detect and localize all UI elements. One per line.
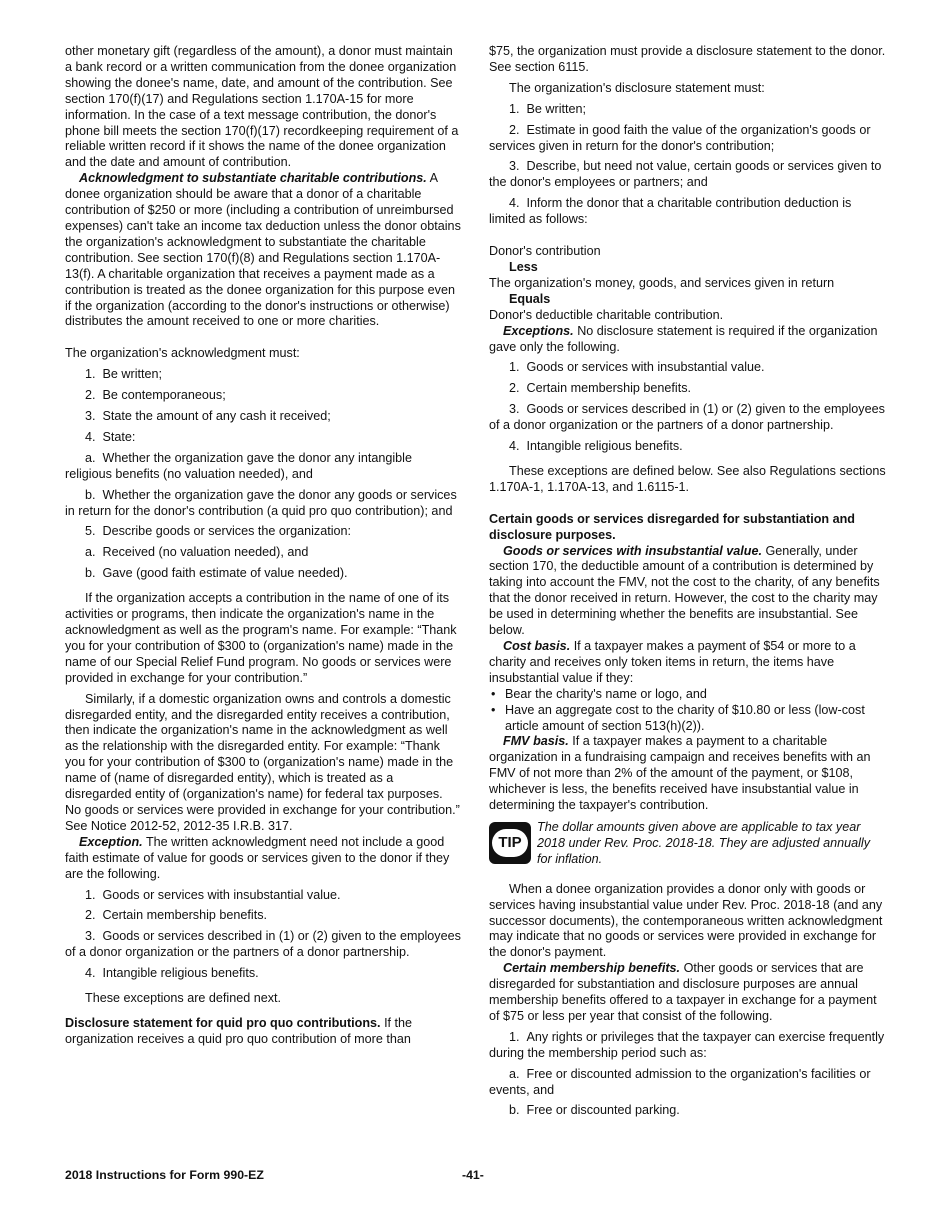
- list-item: 3. Goods or services described in (1) or (2) given to the employees of a donor organization or the partners of a donor partnership.: [489, 402, 885, 433]
- list-item: 2. Certain membership benefits.: [85, 908, 267, 923]
- exceptions-body: No disclosure statement is required if the organization gave only the following.: [489, 323, 878, 354]
- acknowledgment-heading: Acknowledgment to substantiate charitable contributions.: [79, 171, 427, 186]
- membership-heading: Certain membership benefits.: [503, 961, 681, 976]
- disclosure-body: If the organization receives a quid pro quo contribution of more than: [65, 1015, 413, 1046]
- cost-basis-bullets: [489, 687, 887, 735]
- list-item: 3. Describe, but need not value, certain goods or services given to the donor's employees or partners; and: [489, 159, 882, 190]
- paragraph-membership: [489, 961, 887, 1025]
- list-item: a. Received (no valuation needed), and: [85, 545, 309, 560]
- calc-equals: Equals: [509, 291, 551, 306]
- list-item: b. Gave (good faith estimate of value needed).: [85, 566, 348, 581]
- section-heading: Certain goods or services disregarded for substantiation and disclosure purposes.: [489, 511, 855, 542]
- exceptions-defined-note: These exceptions are defined next.: [85, 991, 282, 1006]
- cost-basis-body: If a taxpayer makes a payment of $54 or more to a charity and receives only token items in return, the items have insubstantial value if they:: [489, 639, 856, 685]
- list-item: 3. State the amount of any cash it received;: [85, 409, 331, 424]
- list-item: 4. Intangible religious benefits.: [85, 966, 259, 981]
- exceptions-defined-note: These exceptions are defined below. See also Regulations sections 1.170A-1, 1.170A-13, and 1.6115-1.: [489, 463, 886, 494]
- list-item: • Have an aggregate cost to the charity of $10.80 or less (low-cost article amount of section 513(h)(2)).: [489, 703, 887, 735]
- paragraph-program-name: If the organization accepts a contribution in the name of one of its activities or programs, then indicate the organization's name in the acknowledgment as well as the program's name. For example: “Thank you for your contribution of $300 to (organization's name) made in the name of our Special Relief Fund program. No goods or services were provided in exchange for your contribution.”: [65, 591, 457, 685]
- fmv-basis-heading: FMV basis.: [503, 734, 569, 749]
- tip-box: [489, 820, 887, 868]
- list-item: 4. Inform the donor that a charitable contribution deduction is limited as follows:: [489, 196, 852, 227]
- list-item: 1. Be written;: [85, 367, 162, 382]
- left-column: [65, 44, 462, 1048]
- exceptions-heading: Exceptions.: [503, 323, 574, 338]
- paragraph-disregarded-entity: Similarly, if a domestic organization owns and controls a domestic disregarded entity, and the disregarded entity receives a contribution, then indicate the organization's name in the acknowledgment as well as the relationship with the disregarded entity. For example: “Thank you for your contribution of $300 to (organization's name) made in the name of (name of disregarded entity), which is treated as a disregarded entity of (organization's name) for federal tax purposes. No goods or services were provided in exchange for your contribution.” See Notice 2012-52, 2012-35 I.R.B. 317.: [65, 691, 460, 833]
- insubstantial-body: Generally, under section 170, the deductible amount of a contribution is determined by taking into account the FMV, not the cost to the charity, of any benefits that the donor received in return. However, the cost to the charity may be used in determining whether the benefits are insubstantial. See below.: [489, 543, 880, 638]
- paragraph-insubstantial: [489, 544, 887, 639]
- paragraph-disclosure: [65, 1016, 462, 1048]
- list-item: 1. Goods or services with insubstantial value.: [509, 360, 765, 375]
- list-item: 1. Be written;: [509, 101, 586, 116]
- list-item: b. Free or discounted parking.: [509, 1103, 680, 1118]
- list-item: 3. Goods or services described in (1) or (2) given to the employees of a donor organization or the partners of a donor partnership.: [65, 929, 461, 960]
- calc-less: Less: [509, 259, 538, 274]
- footer-page-number: -41-: [462, 1168, 484, 1182]
- list-item: • Bear the charity's name or logo, and: [489, 687, 887, 703]
- calc-line-given: The organization's money, goods, and services given in return: [489, 275, 835, 290]
- paragraph-acknowledgment: [65, 171, 462, 330]
- list-item: a. Free or discounted admission to the organization's facilities or events, and: [489, 1066, 871, 1097]
- calc-line-deductible: Donor's deductible charitable contribution.: [489, 307, 724, 322]
- paragraph-fmv-basis: [489, 734, 887, 814]
- acknowledgment-body: A donee organization should be aware that a donor of a charitable contribution of $250 or more (including a contribution of unreimbursed expenses) can't take an income tax deduction unless the donor obtains the organization's acknowledgment to substantiate the charitable contribution. See section 170(f)(8) and Regulations section 1.170A-13(f). A charitable organization that receives a payment made as a contribution is treated as the donee organization for this purpose even if the organization (according to the donor's instructions or otherwise) distributes the amount received to one or more charities.: [65, 171, 461, 329]
- paragraph-exceptions: [489, 324, 887, 356]
- list-item: 1. Goods or services with insubstantial value.: [85, 887, 341, 902]
- list-item: 2. Estimate in good faith the value of the organization's goods or services given in return for the donor's contribution;: [489, 122, 871, 153]
- cost-basis-heading: Cost basis.: [503, 639, 571, 653]
- tip-icon: [489, 822, 531, 864]
- list-item: b. Whether the organization gave the donor any goods or services in return for the donor's contribution (a quid pro quo contribution); and: [65, 487, 457, 518]
- disclosure-heading: Disclosure statement for quid pro quo contributions.: [65, 1015, 381, 1030]
- paragraph-exception: [65, 835, 462, 883]
- paragraph-cost-basis: [489, 639, 887, 687]
- membership-body: Other goods or services that are disregarded for substantiation and disclosure purposes are annual membership benefits offered to a taxpayer in exchange for a payment of $75 or less per year that consist of the following.: [489, 961, 877, 1023]
- exception-heading: Exception.: [79, 834, 143, 849]
- list-item: a. Whether the organization gave the donor any intangible religious benefits (no valuation needed), and: [65, 450, 412, 481]
- list-item: 4. Intangible religious benefits.: [509, 439, 683, 454]
- list-item: 4. State:: [85, 429, 136, 444]
- paragraph-recordkeeping: other monetary gift (regardless of the amount), a donor must maintain a bank record or a written communication from the donee organization showing the donee's name, date, and amount of the contribution. See section 170(f)(17) and Regulations section 1.170A-15 for more information. In the case of a text message contribution, the donor's phone bill meets the section 170(f)(17) recordkeeping requirement of a reliable written record if it shows the name of the donee organization and the date and amount of contribution.: [65, 44, 459, 170]
- insubstantial-heading: Goods or services with insubstantial value.: [503, 543, 762, 558]
- paragraph-insubstantial-ack: When a donee organization provides a donor only with goods or services having insubstantial value under Rev. Proc. 2018-18 (and any successor documents), the contemporaneous written acknowledgment may indicate that no goods or services were provided in exchange for the donor's payment.: [489, 881, 883, 960]
- calc-line-contribution: Donor's contribution: [489, 244, 601, 259]
- disclosure-must-intro: The organization's disclosure statement must:: [509, 80, 765, 95]
- list-item: 5. Describe goods or services the organization:: [85, 524, 352, 539]
- fmv-basis-body: If a taxpayer makes a payment to a charitable organization in a fundraising campaign and receives benefits with an FMV of not more than 2% of the amount of the payment, or $108, whichever is less, the benefits received have insubstantial value in determining the taxpayer's contribution.: [489, 734, 871, 813]
- list-item: 2. Be contemporaneous;: [85, 388, 226, 403]
- paragraph-disclosure-continued: $75, the organization must provide a disclosure statement to the donor. See section 6115.: [489, 44, 886, 74]
- acknowledgment-must-intro: The organization's acknowledgment must:: [65, 346, 300, 361]
- list-item: 2. Certain membership benefits.: [509, 381, 691, 396]
- list-item: 1. Any rights or privileges that the taxpayer can exercise frequently during the membership period such as:: [489, 1029, 885, 1060]
- footer-form-title: 2018 Instructions for Form 990-EZ: [65, 1168, 264, 1182]
- right-column: [489, 44, 887, 1119]
- tip-label: TIP: [492, 829, 528, 857]
- exception-body: The written acknowledgment need not include a good faith estimate of value for goods or services given to the donor if they are the following.: [65, 834, 450, 881]
- tip-text: The dollar amounts given above are applicable to tax year 2018 under Rev. Proc. 2018-18. They are adjusted annually for inflation.: [537, 819, 871, 866]
